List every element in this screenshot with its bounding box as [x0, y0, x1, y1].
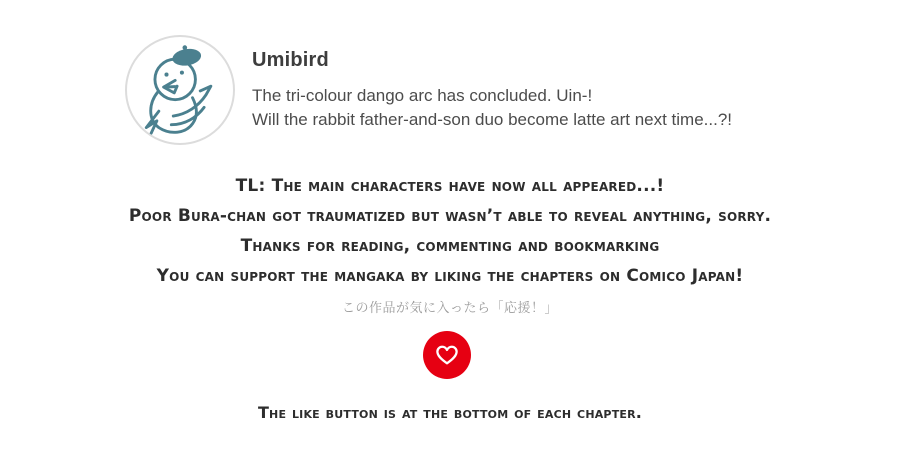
author-comment: [252, 84, 732, 132]
support-caption-jp: この作品が気に入ったら「応援！」: [341, 300, 558, 315]
tl-note-line-4: You can support the mangaka by liking the chapters on Comico Japan!: [156, 266, 744, 286]
bird-with-beret-icon: [127, 37, 233, 143]
translator-note: [0, 171, 900, 291]
author-comment-line-2: Will the rabbit father-and-son duo become latte art next time...?!: [252, 110, 733, 129]
footer-note: The like button is at the bottom of each chapter.: [257, 403, 643, 422]
author-avatar: [125, 35, 235, 145]
tl-note-line-3: Thanks for reading, commenting and bookmarking: [240, 236, 660, 256]
author-comment-line-1: The tri-colour dango arc has concluded. Uin-!: [252, 86, 593, 105]
like-button[interactable]: [423, 331, 471, 379]
tl-note-line-1: TL: The main characters have now all appeared...!: [235, 176, 665, 196]
author-name: Umibird: [252, 49, 329, 71]
heart-icon: [433, 341, 461, 369]
tl-note-line-2: Poor Bura-chan got traumatized but wasn’t able to reveal anything, sorry.: [128, 206, 772, 226]
